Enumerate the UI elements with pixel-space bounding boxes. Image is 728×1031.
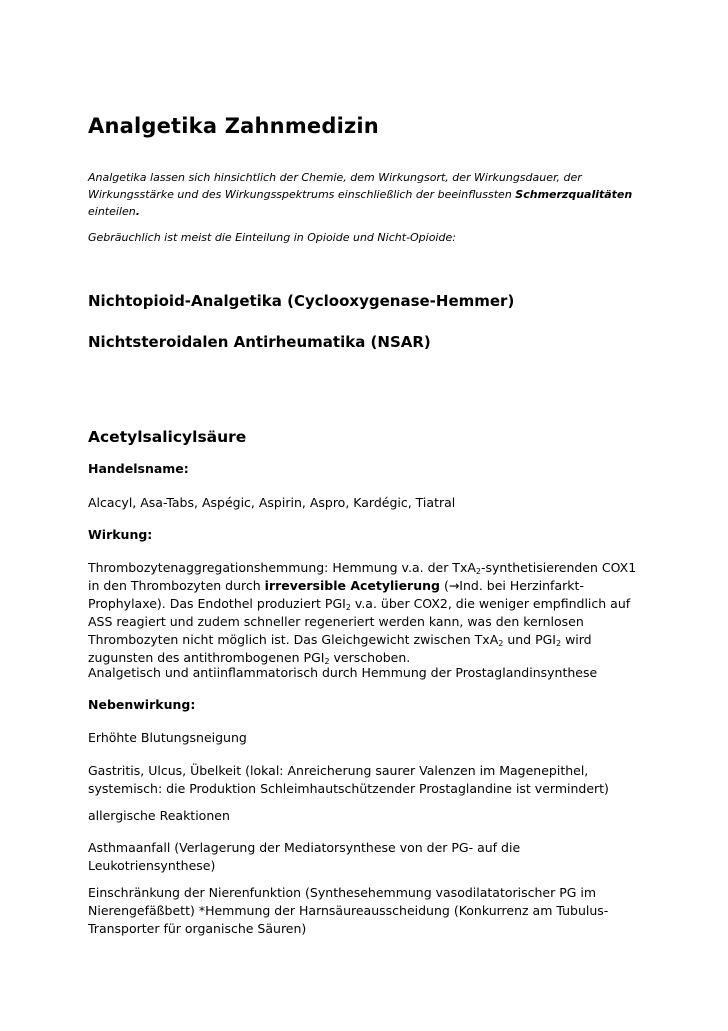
intro-text: Analgetika lassen sich hinsichtlich der Chemie, dem Wirkungsort, der Wirkungsdauer, der Wirkungsstärke und des Wirkungsspektrums einschließlich der beeinflussten xyxy=(88,171,582,201)
intro-paragraph xyxy=(88,169,648,220)
label-wirkung: Wirkung: xyxy=(88,527,153,542)
label-nebenwirkung: Nebenwirkung: xyxy=(88,697,196,712)
nebenwirkung-item: Asthmaanfall (Verlagerung der Mediatorsynthese von der PG- auf die Leukotriensynthese) xyxy=(88,840,521,873)
wirkung-text-4: v.a. über COX2, die weniger empfindlich auf ASS reagiert und zudem schneller regeneriert werden kann, was den kernlosen Thrombozyten nicht möglich ist. Das Gleichgewicht zwischen TxA xyxy=(88,596,631,647)
subscript: 2 xyxy=(556,639,562,648)
nebenwirkung-item: Erhöhte Blutungsneigung xyxy=(88,730,247,745)
wirkung-paragraph-2: Analgetisch und antiinflammatorisch durch Hemmung der Prostaglandinsynthese xyxy=(88,665,598,680)
intro-paragraph-2: Gebräuchlich ist meist die Einteilung in Opioide und Nicht-Opioide: xyxy=(88,231,456,244)
wirkung-text-3: (→Ind. bei Herzinfarkt-Prophylaxe). Das Endothel produziert PGI xyxy=(88,578,584,611)
nebenwirkung-item: Gastritis, Ulcus, Übelkeit (lokal: Anreicherung saurer Valenzen im Magenepithel, systemisch: die Produktion Schleimhautschützender Prostaglandine ist vermindert) xyxy=(88,763,609,796)
subscript: 2 xyxy=(324,657,330,666)
nebenwirkung-item: allergische Reaktionen xyxy=(88,808,230,823)
subscript: 2 xyxy=(345,603,351,612)
wirkung-text-1: Thrombozytenaggregationshemmung: Hemmung v.a. der TxA xyxy=(88,560,476,575)
nebenwirkung-item: Einschränkung der Nierenfunktion (Synthesehemmung vasodilatatorischer PG im Nierengefäßbett) *Hemmung der Harnsäureausscheidung (Konkurrenz am Tubulus-Transporter für organische Säuren) xyxy=(88,885,609,936)
intro-bold-term: Schmerzqualitäten xyxy=(515,188,633,201)
heading-nsar: Nichtsteroidalen Antirheumatika (NSAR) xyxy=(88,333,431,351)
heading-nichtopioid: Nichtopioid-Analgetika (Cyclooxygenase-Hemmer) xyxy=(88,292,515,310)
handelsnamen-text: Alcacyl, Asa-Tabs, Aspégic, Aspirin, Aspro, Kardégic, Tiatral xyxy=(88,495,456,510)
wirkung-text-7: verschoben. xyxy=(329,650,411,665)
wirkung-text-6: wird zugunsten des antithrombogenen PGI xyxy=(88,632,592,665)
subscript: 2 xyxy=(475,567,481,576)
page-title: Analgetika Zahnmedizin xyxy=(88,114,379,138)
wirkung-bold-term: irreversible Acetylierung xyxy=(264,578,440,593)
wirkung-text-5: und PGI xyxy=(503,632,556,647)
heading-acetylsalicylsaeure: Acetylsalicylsäure xyxy=(88,428,247,446)
label-handelsname: Handelsname: xyxy=(88,461,189,476)
intro-text-end: einteilen xyxy=(88,205,136,218)
wirkung-text-2: -synthetisierenden COX1 in den Thrombozyten durch xyxy=(88,560,637,593)
intro-period: . xyxy=(135,205,140,218)
subscript: 2 xyxy=(498,639,504,648)
wirkung-paragraph xyxy=(88,559,648,667)
